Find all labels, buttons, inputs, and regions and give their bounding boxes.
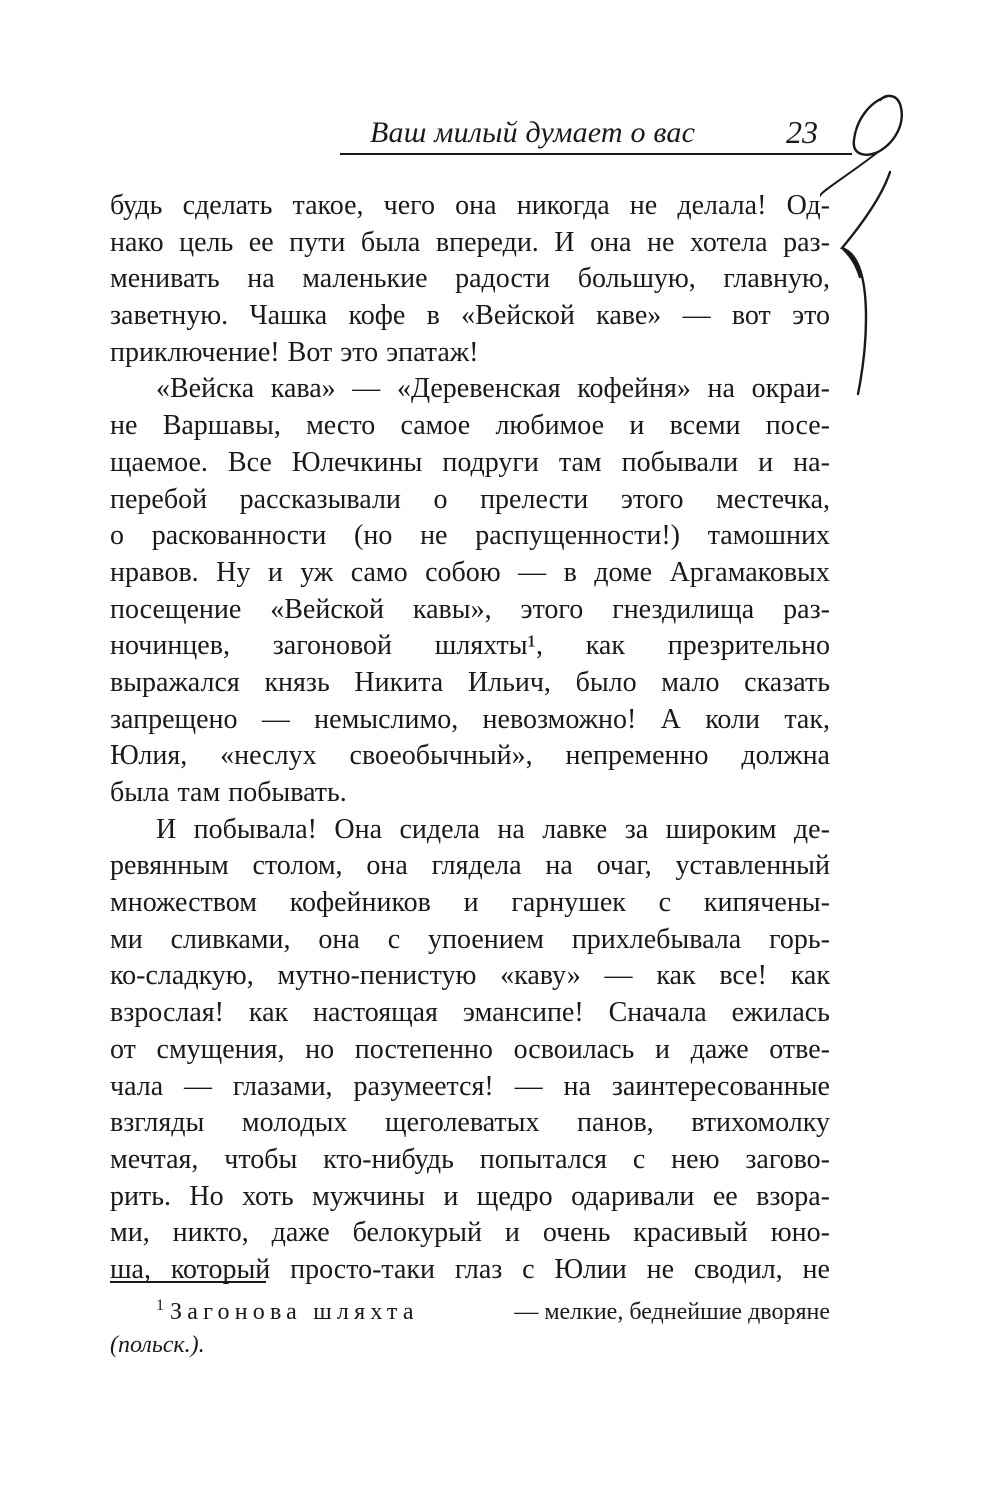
word: делала!: [677, 190, 767, 221]
word: мало: [661, 666, 720, 698]
word: кипячены-: [703, 887, 830, 919]
word: так,: [784, 703, 830, 735]
word: рить.: [110, 1180, 171, 1212]
word: множеством: [110, 887, 257, 919]
word: прихлебывала: [571, 923, 742, 955]
word: с: [387, 923, 401, 955]
word: на: [497, 813, 525, 845]
word: цель: [179, 226, 234, 258]
word: кофейня»: [577, 373, 691, 405]
word: Все: [227, 446, 272, 478]
word: не: [110, 410, 138, 442]
footnote: [110, 1296, 830, 1362]
word: там: [558, 446, 602, 478]
word: как: [248, 997, 289, 1029]
text-line: [110, 665, 830, 702]
word: как: [656, 960, 696, 992]
word: Никита: [354, 666, 444, 698]
word: распущенности!): [475, 520, 680, 552]
word: своеобычный»,: [349, 740, 533, 772]
decorative-flourish-icon: [820, 92, 930, 402]
word: приключение!: [110, 336, 280, 368]
word: немыслимо,: [314, 703, 459, 735]
word: и: [629, 410, 645, 442]
word: сидела: [399, 813, 480, 845]
word: —: [261, 703, 290, 735]
word: как: [585, 630, 625, 662]
text-line: [110, 1215, 830, 1252]
word: прелести: [480, 483, 589, 515]
word: Вот: [287, 336, 333, 368]
word: Од-: [786, 190, 830, 221]
word: отве-: [769, 1033, 830, 1065]
word: глядела: [431, 850, 522, 882]
footnote-language-note: (польск.).: [110, 1332, 205, 1358]
word: Чашка: [249, 300, 328, 332]
word: за: [624, 813, 649, 845]
word: ми,: [110, 1217, 150, 1249]
word: взора-: [756, 1180, 830, 1212]
word: Юлечкины: [291, 446, 423, 478]
word: любимое: [495, 410, 605, 442]
word: кава»: [270, 373, 336, 405]
word: она: [318, 923, 360, 955]
text-line: [110, 261, 830, 298]
word: о: [433, 483, 448, 515]
word: даже: [690, 1033, 749, 1065]
word: И: [554, 226, 575, 258]
word: окраи-: [751, 373, 830, 405]
word: А: [660, 703, 681, 735]
word: она: [590, 226, 632, 258]
text-line: [110, 298, 830, 335]
word: чтобы: [224, 1143, 298, 1175]
word: невозможно!: [482, 703, 637, 735]
word: «каву»: [500, 960, 581, 992]
word: о: [110, 520, 124, 552]
word: не: [802, 1253, 830, 1285]
word: красивый: [633, 1217, 748, 1249]
word: князь: [264, 666, 330, 698]
text-line: [110, 1069, 830, 1106]
footnote-line: [110, 1296, 830, 1329]
word: панов,: [577, 1107, 654, 1139]
word: нако: [110, 226, 164, 258]
word: щаемое.: [110, 446, 208, 478]
word: нравов.: [110, 556, 199, 588]
word: побывала!: [193, 813, 317, 845]
word: менивать: [110, 263, 220, 295]
word: уставленный: [675, 850, 830, 882]
text-line: [110, 445, 830, 482]
word: кофе: [348, 300, 406, 332]
word: все!: [719, 960, 767, 992]
word: и: [443, 1180, 459, 1212]
word: —: [604, 960, 633, 992]
word: одаривали: [571, 1180, 695, 1212]
word: (но: [354, 520, 393, 552]
word: Юлии: [554, 1253, 627, 1285]
word: само: [350, 556, 408, 588]
word: попытался: [479, 1143, 608, 1175]
word: как: [790, 960, 830, 992]
word: рассказывали: [239, 483, 401, 515]
text-line: [110, 335, 830, 372]
word: ревянным: [110, 850, 229, 882]
word: настоящая: [313, 997, 438, 1029]
word: юно-: [770, 1217, 830, 1249]
word: подруги: [442, 446, 539, 478]
word: очаг,: [596, 850, 652, 882]
word: посе-: [765, 410, 830, 442]
word: от: [110, 1033, 136, 1065]
text-line: [110, 922, 830, 959]
word: —: [518, 556, 547, 588]
word: не: [629, 190, 658, 221]
word: уж: [300, 556, 334, 588]
word: на-: [793, 446, 830, 478]
word: доме: [594, 556, 653, 588]
word: это: [340, 336, 379, 368]
text-line: [110, 482, 830, 519]
word: щедро: [476, 1180, 553, 1212]
word: втихомолку: [691, 1107, 830, 1139]
word: гнездилища: [612, 593, 755, 625]
word: взрослая!: [110, 997, 225, 1029]
word: этого: [620, 483, 684, 515]
word: ежилась: [731, 997, 830, 1029]
word: кавы»,: [412, 593, 492, 625]
word: на: [707, 373, 735, 405]
word: и: [504, 1217, 520, 1249]
footnote-term-group: [156, 1296, 419, 1329]
word: горь-: [769, 923, 830, 955]
text-line: [110, 702, 830, 739]
word: мутно-пенистую: [277, 960, 477, 992]
word: взгляды: [110, 1107, 205, 1139]
word: де-: [793, 813, 830, 845]
word: должна: [741, 740, 830, 772]
word: И: [156, 813, 177, 845]
word: ее: [248, 226, 274, 258]
footnote-term: Загонова шляхта: [170, 1299, 419, 1325]
word: молодых: [241, 1107, 348, 1139]
word: Юлия,: [110, 740, 188, 772]
word: белокурый: [352, 1217, 482, 1249]
word: загоновой: [272, 630, 393, 662]
text-line: [110, 371, 830, 408]
word: «Вейска: [156, 373, 255, 405]
word: сказать: [744, 666, 830, 698]
word: и: [654, 1033, 670, 1065]
footnote-marker: 1: [156, 1297, 164, 1314]
word: сделать: [182, 190, 273, 221]
text-line: [110, 225, 830, 262]
word: презрительно: [667, 630, 830, 662]
word: лавке: [542, 813, 608, 845]
footnote-rule: [110, 1281, 266, 1283]
word: самое: [400, 410, 471, 442]
text-line: [110, 1252, 830, 1289]
word: раскованности: [151, 520, 327, 552]
text-line: [110, 518, 830, 555]
word: на: [247, 263, 275, 295]
word: щеголеватых: [385, 1107, 540, 1139]
word: хоть: [242, 1180, 294, 1212]
text-line: [110, 188, 830, 225]
word: с: [658, 887, 672, 919]
word: «Деревенская: [396, 373, 561, 405]
word: была: [360, 226, 421, 258]
word: хотела: [689, 226, 768, 258]
word: освоилась: [513, 1033, 635, 1065]
word: маленькие: [302, 263, 428, 295]
text-line: [110, 1142, 830, 1179]
word: чего: [383, 190, 435, 221]
word: Ильич,: [467, 666, 551, 698]
word: заинтересованные: [611, 1070, 830, 1102]
text-line: [110, 738, 830, 775]
word: очень: [542, 1217, 611, 1249]
text-line: [110, 592, 830, 629]
word: эмансипе!: [462, 997, 584, 1029]
text-line: [110, 885, 830, 922]
word: Аргамаковых: [669, 556, 830, 588]
word: она: [366, 850, 408, 882]
word: побывать.: [228, 777, 347, 808]
word: не: [420, 520, 448, 552]
word: в: [426, 300, 440, 332]
word: —: [682, 300, 711, 332]
word: —: [352, 373, 381, 405]
text-line: [110, 555, 830, 592]
word: главную,: [723, 263, 830, 295]
word: никто,: [172, 1217, 249, 1249]
word: пути: [289, 226, 346, 258]
footnote-definition: — мелкие, беднейшие дворяне: [514, 1299, 830, 1325]
word: была: [110, 777, 170, 808]
word: не: [647, 226, 675, 258]
word: упоением: [428, 923, 544, 955]
text-line: [110, 1179, 830, 1216]
word: сливками,: [170, 923, 291, 955]
word: гарнушек: [511, 887, 626, 919]
text-line: [110, 848, 830, 885]
text-line: [110, 995, 830, 1032]
word: ее: [712, 1180, 738, 1212]
word: шляхты¹,: [434, 630, 543, 662]
word: на: [545, 850, 573, 882]
header-rule: [340, 153, 852, 155]
word: собою: [425, 556, 501, 588]
word: выражался: [110, 666, 240, 698]
word: не: [646, 1253, 675, 1285]
word: даже: [271, 1217, 330, 1249]
word: будь: [110, 190, 163, 221]
word: каве»: [596, 300, 662, 332]
word: и: [758, 446, 774, 478]
word: загово-: [745, 1143, 830, 1175]
word: разумеется!: [353, 1070, 494, 1102]
word: Она: [334, 813, 383, 845]
word: мечтая,: [110, 1143, 199, 1175]
word: этого: [520, 593, 584, 625]
word: это: [792, 300, 830, 332]
word: раз-: [783, 226, 830, 258]
word: такое,: [292, 190, 364, 221]
word: побывали: [621, 446, 739, 478]
word: сводил,: [693, 1253, 783, 1285]
word: столом,: [252, 850, 343, 882]
word: мужчины: [312, 1180, 425, 1212]
word: Но: [189, 1180, 224, 1212]
word: местечка,: [716, 483, 830, 515]
word: ми: [110, 923, 143, 955]
word: Сначала: [608, 997, 707, 1029]
word: кофейников: [289, 887, 431, 919]
word: —: [514, 1070, 543, 1102]
word: но: [305, 1033, 335, 1065]
word: смущения,: [156, 1033, 285, 1065]
text-line: [110, 628, 830, 665]
word: тамошних: [707, 520, 830, 552]
word: с: [522, 1253, 535, 1285]
word: чала: [110, 1070, 164, 1102]
word: коли: [705, 703, 760, 735]
word: было: [575, 666, 637, 698]
word: заветную.: [110, 300, 229, 332]
word: большую,: [577, 263, 696, 295]
running-title: Ваш милый думает о вас: [370, 116, 696, 149]
word: ша,: [110, 1253, 151, 1285]
word: впереди.: [435, 226, 539, 258]
word: ко-сладкую,: [110, 960, 254, 992]
word: Ну: [216, 556, 251, 588]
word: «неслух: [220, 740, 317, 772]
word: эпатаж!: [386, 336, 479, 368]
word: она: [455, 190, 497, 221]
word: с: [632, 1143, 646, 1175]
footnote-line: [110, 1329, 830, 1362]
page-number: 23: [786, 114, 818, 150]
text-line: [110, 408, 830, 445]
word: запрещено: [110, 703, 238, 735]
text-line: [110, 775, 830, 812]
word: просто-таки: [290, 1253, 436, 1285]
word: «Вейской: [461, 300, 575, 332]
running-head: [340, 100, 860, 160]
word: и: [463, 887, 479, 919]
word: Варшавы,: [162, 410, 281, 442]
text-line: [110, 958, 830, 995]
word: который: [170, 1253, 271, 1285]
word: посещение: [110, 593, 242, 625]
word: всеми: [669, 410, 741, 442]
word: постепенно: [354, 1033, 493, 1065]
word: вот: [731, 300, 771, 332]
word: ночинцев,: [110, 630, 230, 662]
word: радости: [455, 263, 551, 295]
word: раз-: [783, 593, 830, 625]
word: в: [563, 556, 577, 588]
word: «Вейской: [270, 593, 384, 625]
body-text: [110, 188, 830, 1289]
word: кто-нибудь: [323, 1143, 454, 1175]
text-line: [110, 1105, 830, 1142]
word: там: [177, 777, 221, 808]
word: нею: [671, 1143, 720, 1175]
word: и: [267, 556, 283, 588]
text-line: [110, 812, 830, 849]
word: на: [563, 1070, 591, 1102]
text-line: [110, 1032, 830, 1069]
word: место: [306, 410, 376, 442]
word: глазами,: [232, 1070, 333, 1102]
word: —: [184, 1070, 213, 1102]
word: непременно: [565, 740, 709, 772]
word: глаз: [454, 1253, 503, 1285]
word: перебой: [110, 483, 208, 515]
word: никогда: [516, 190, 610, 221]
word: широким: [665, 813, 777, 845]
